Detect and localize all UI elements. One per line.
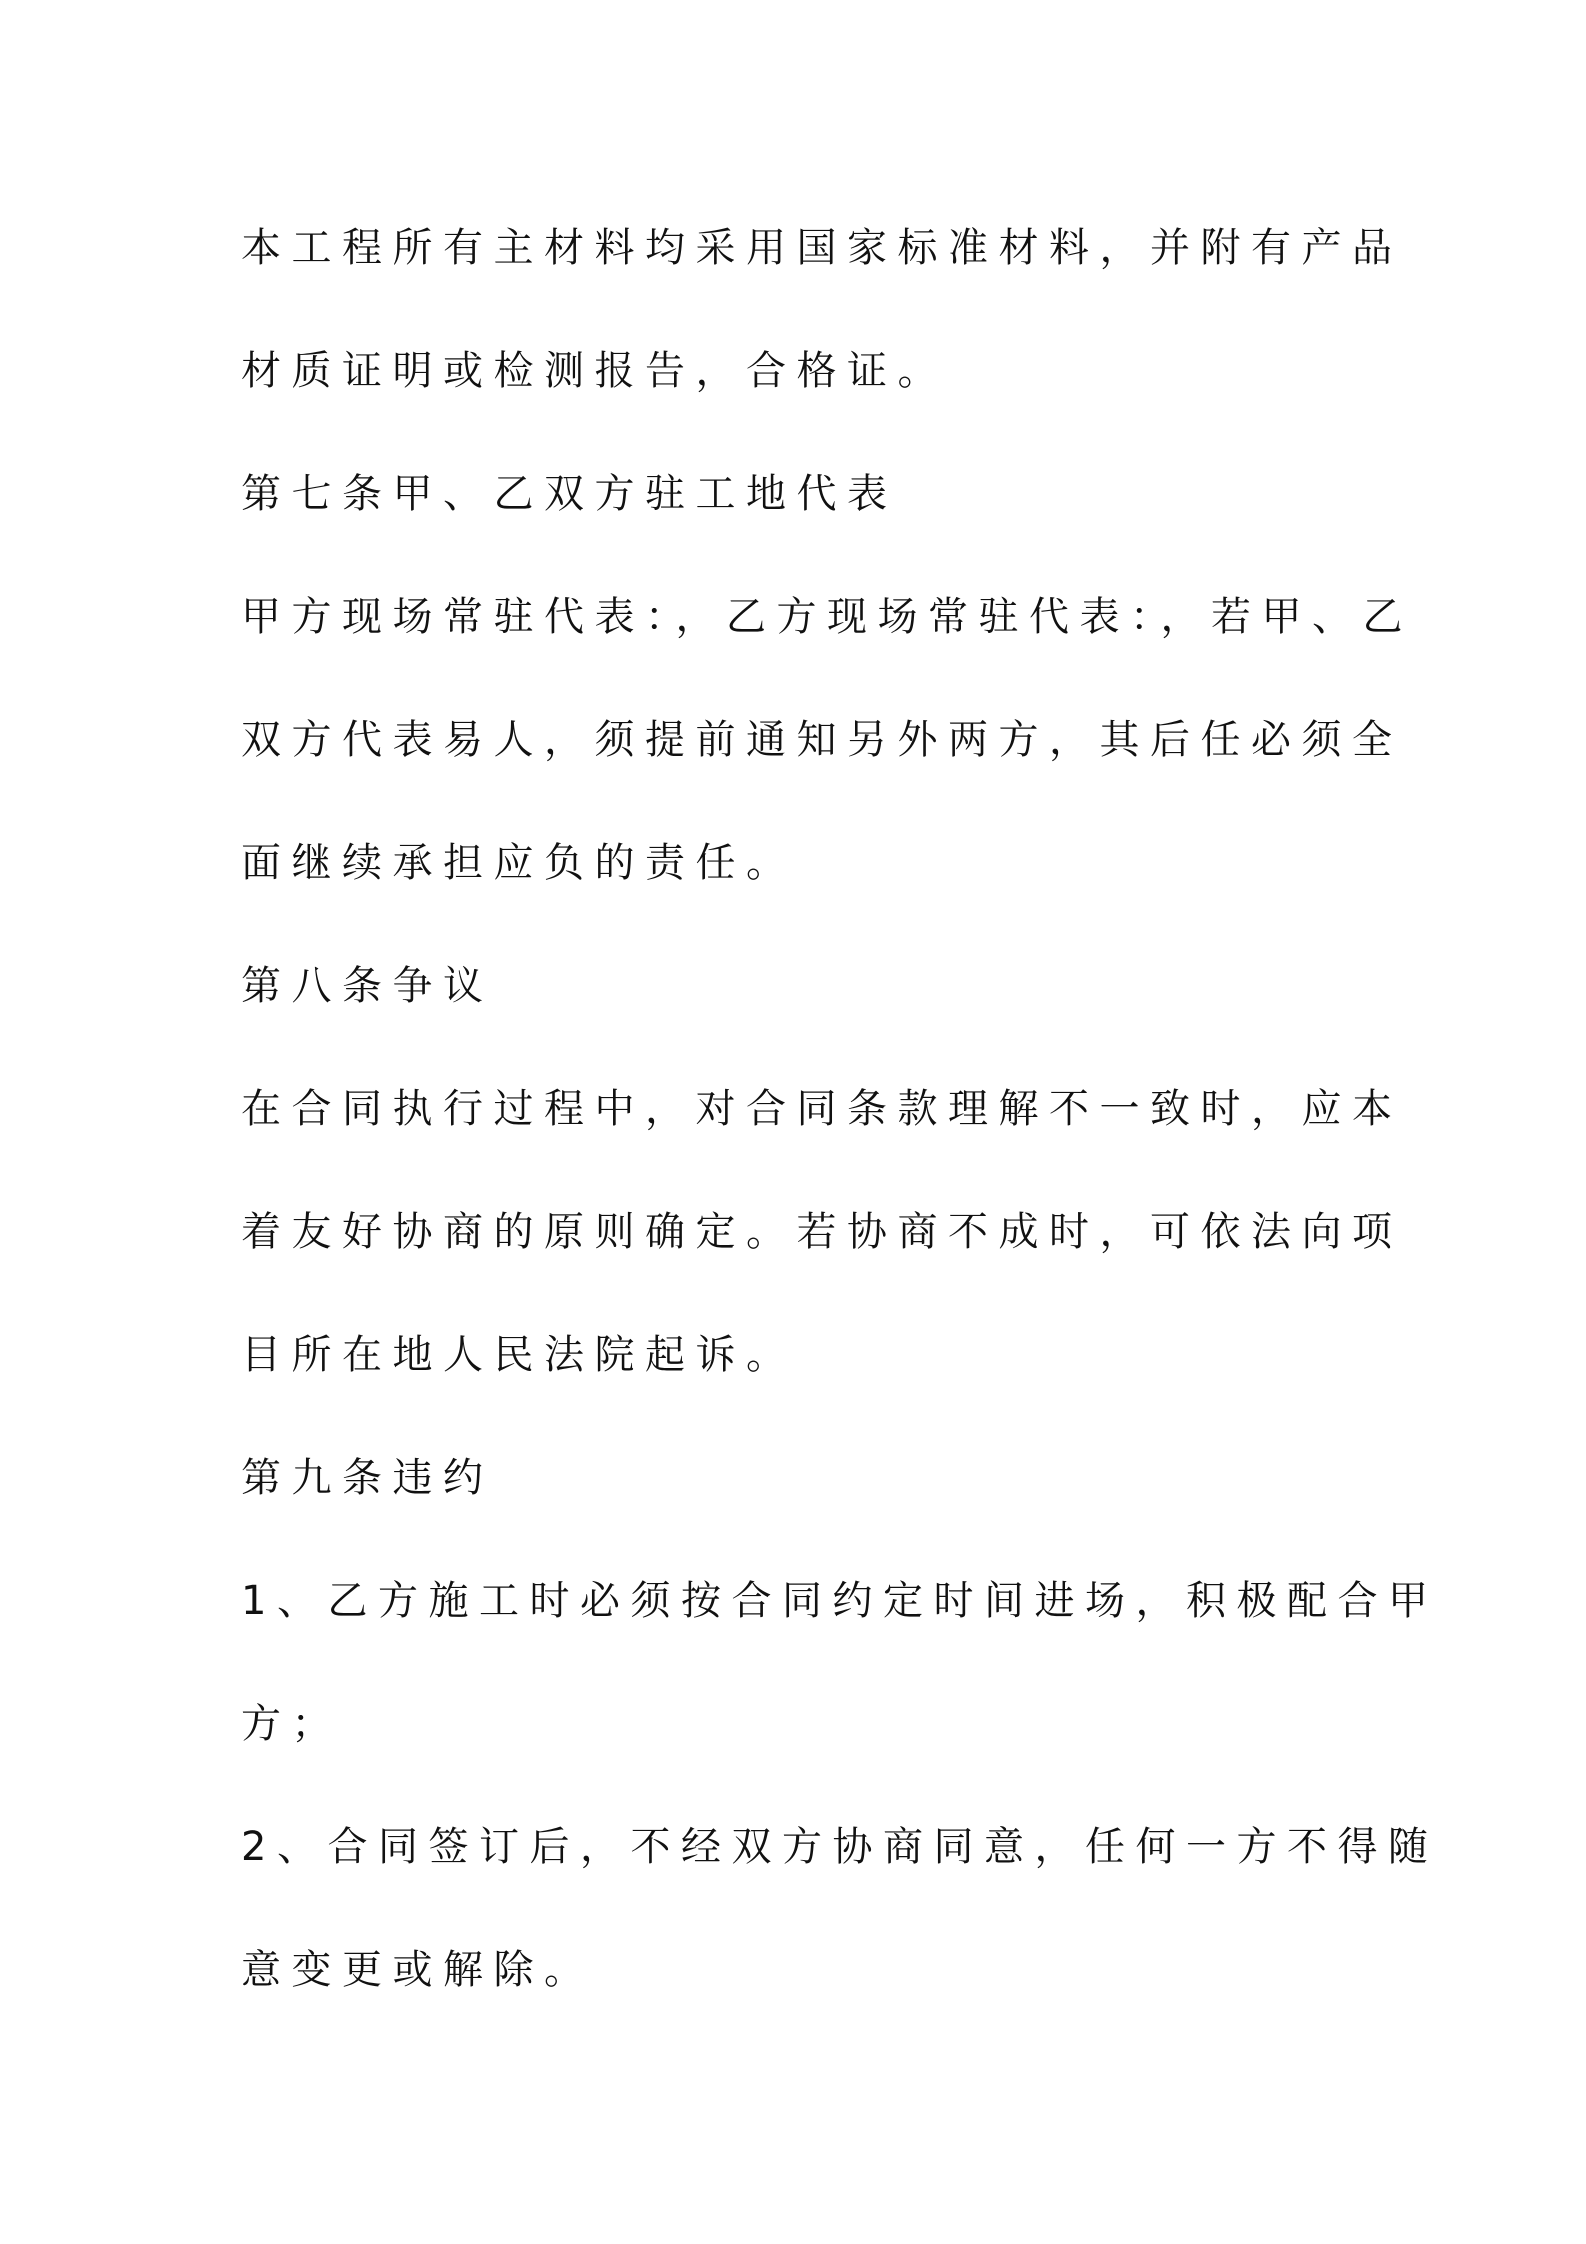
clause-2-line-1: 2、合同签订后，不经双方协商同意，任何一方不得随 bbox=[241, 1824, 1439, 1870]
paragraph-dispute-line-2: 着友好协商的原则确定。若协商不成时，可依法向项 bbox=[241, 1209, 1403, 1255]
clause-1-line-2: 方； bbox=[241, 1701, 342, 1747]
article-9-heading: 第九条违约 bbox=[241, 1455, 494, 1501]
clause-1-line-1: 1、乙方施工时必须按合同约定时间进场，积极配合甲 bbox=[241, 1578, 1439, 1624]
paragraph-dispute-line-1: 在合同执行过程中，对合同条款理解不一致时，应本 bbox=[241, 1086, 1403, 1132]
article-8-heading: 第八条争议 bbox=[241, 963, 494, 1009]
paragraph-representatives-line-1: 甲方现场常驻代表：，乙方现场常驻代表：，若甲、乙 bbox=[241, 594, 1413, 640]
article-7-heading: 第七条甲、乙双方驻工地代表 bbox=[241, 471, 898, 517]
paragraph-materials-line-1: 本工程所有主材料均采用国家标准材料，并附有产品 bbox=[241, 225, 1403, 271]
paragraph-representatives-line-2: 双方代表易人，须提前通知另外两方，其后任必须全 bbox=[241, 717, 1403, 763]
clause-2-line-2: 意变更或解除。 bbox=[241, 1947, 595, 1993]
paragraph-materials-line-2: 材质证明或检测报告，合格证。 bbox=[241, 348, 948, 394]
paragraph-dispute-line-3: 目所在地人民法院起诉。 bbox=[241, 1332, 797, 1378]
paragraph-representatives-line-3: 面继续承担应负的责任。 bbox=[241, 840, 797, 886]
